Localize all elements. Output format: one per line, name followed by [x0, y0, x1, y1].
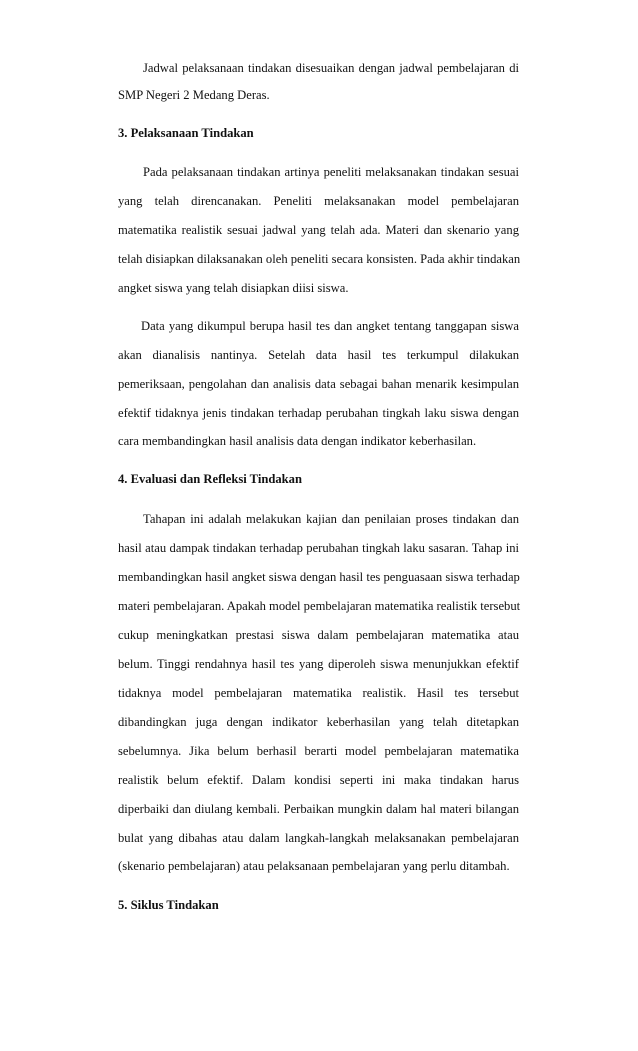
paragraph-line: cukup meningkatkan prestasi siswa dalam pembelajaran matematika atau [118, 628, 519, 642]
paragraph-line: telah disiapkan dilaksanakan oleh peneliti secara konsisten. Pada akhir tindakan [118, 252, 521, 266]
section-heading-siklus: 5. Siklus Tindakan [118, 898, 219, 912]
paragraph-line: tidaknya model pembelajaran matematika realistik. Hasil tes tersebut [118, 686, 519, 700]
paragraph-line: cara membandingkan hasil analisis data dengan indikator keberhasilan. [118, 434, 477, 448]
paragraph-line: dibandingkan juga dengan indikator keberhasilan yang telah ditetapkan [118, 715, 519, 729]
paragraph-line: membandingkan hasil angket siswa dengan hasil tes penguasaan siswa terhadap [118, 570, 520, 584]
paragraph-line: angket siswa yang telah disiapkan diisi siswa. [118, 281, 349, 295]
paragraph-line: materi pembelajaran. Apakah model pembelajaran matematika realistik tersebut [118, 599, 521, 613]
paragraph-line: efektif tidaknya jenis tindakan terhadap perubahan tingkah laku siswa dengan [118, 406, 519, 420]
paragraph-line: yang telah direncanakan. Peneliti melaksanakan model pembelajaran [118, 194, 519, 208]
paragraph-line: hasil atau dampak tindakan terhadap perubahan tingkah laku sasaran. Tahap ini [118, 541, 519, 555]
paragraph-line: sebelumnya. Jika belum berhasil berarti model pembelajaran matematika [118, 744, 519, 758]
paragraph-line: Data yang dikumpul berupa hasil tes dan angket tentang tanggapan siswa [141, 319, 519, 333]
paragraph-line: matematika realistik sesuai jadwal yang telah ada. Materi dan skenario yang [118, 223, 519, 237]
paragraph-line: realistik belum efektif. Dalam kondisi seperti ini maka tindakan harus [118, 773, 519, 787]
intro-line: Jadwal pelaksanaan tindakan disesuaikan dengan jadwal pembelajaran di [143, 61, 519, 75]
paragraph-line: akan dianalisis nantinya. Setelah data hasil tes terkumpul dilakukan [118, 348, 519, 362]
paragraph-line: belum. Tinggi rendahnya hasil tes yang diperoleh siswa menunjukkan efektif [118, 657, 519, 671]
paragraph-line: Pada pelaksanaan tindakan artinya peneliti melaksanakan tindakan sesuai [143, 165, 519, 179]
paragraph-line: (skenario pembelajaran) atau pelaksanaan pembelajaran yang perlu ditambah. [118, 859, 510, 873]
intro-line: SMP Negeri 2 Medang Deras. [118, 88, 270, 102]
paragraph-line: bulat yang dibahas atau dalam langkah-langkah melaksanakan pembelajaran [118, 831, 519, 845]
section-heading-evaluasi: 4. Evaluasi dan Refleksi Tindakan [118, 472, 302, 486]
paragraph-line: Tahapan ini adalah melakukan kajian dan penilaian proses tindakan dan [143, 512, 519, 526]
paragraph-line: diperbaiki dan diulang kembali. Perbaikan mungkin dalam hal materi bilangan [118, 802, 519, 816]
paragraph-line: pemeriksaan, pengolahan dan analisis data sebagai bahan menarik kesimpulan [118, 377, 519, 391]
section-heading-pelaksanaan: 3. Pelaksanaan Tindakan [118, 126, 254, 140]
